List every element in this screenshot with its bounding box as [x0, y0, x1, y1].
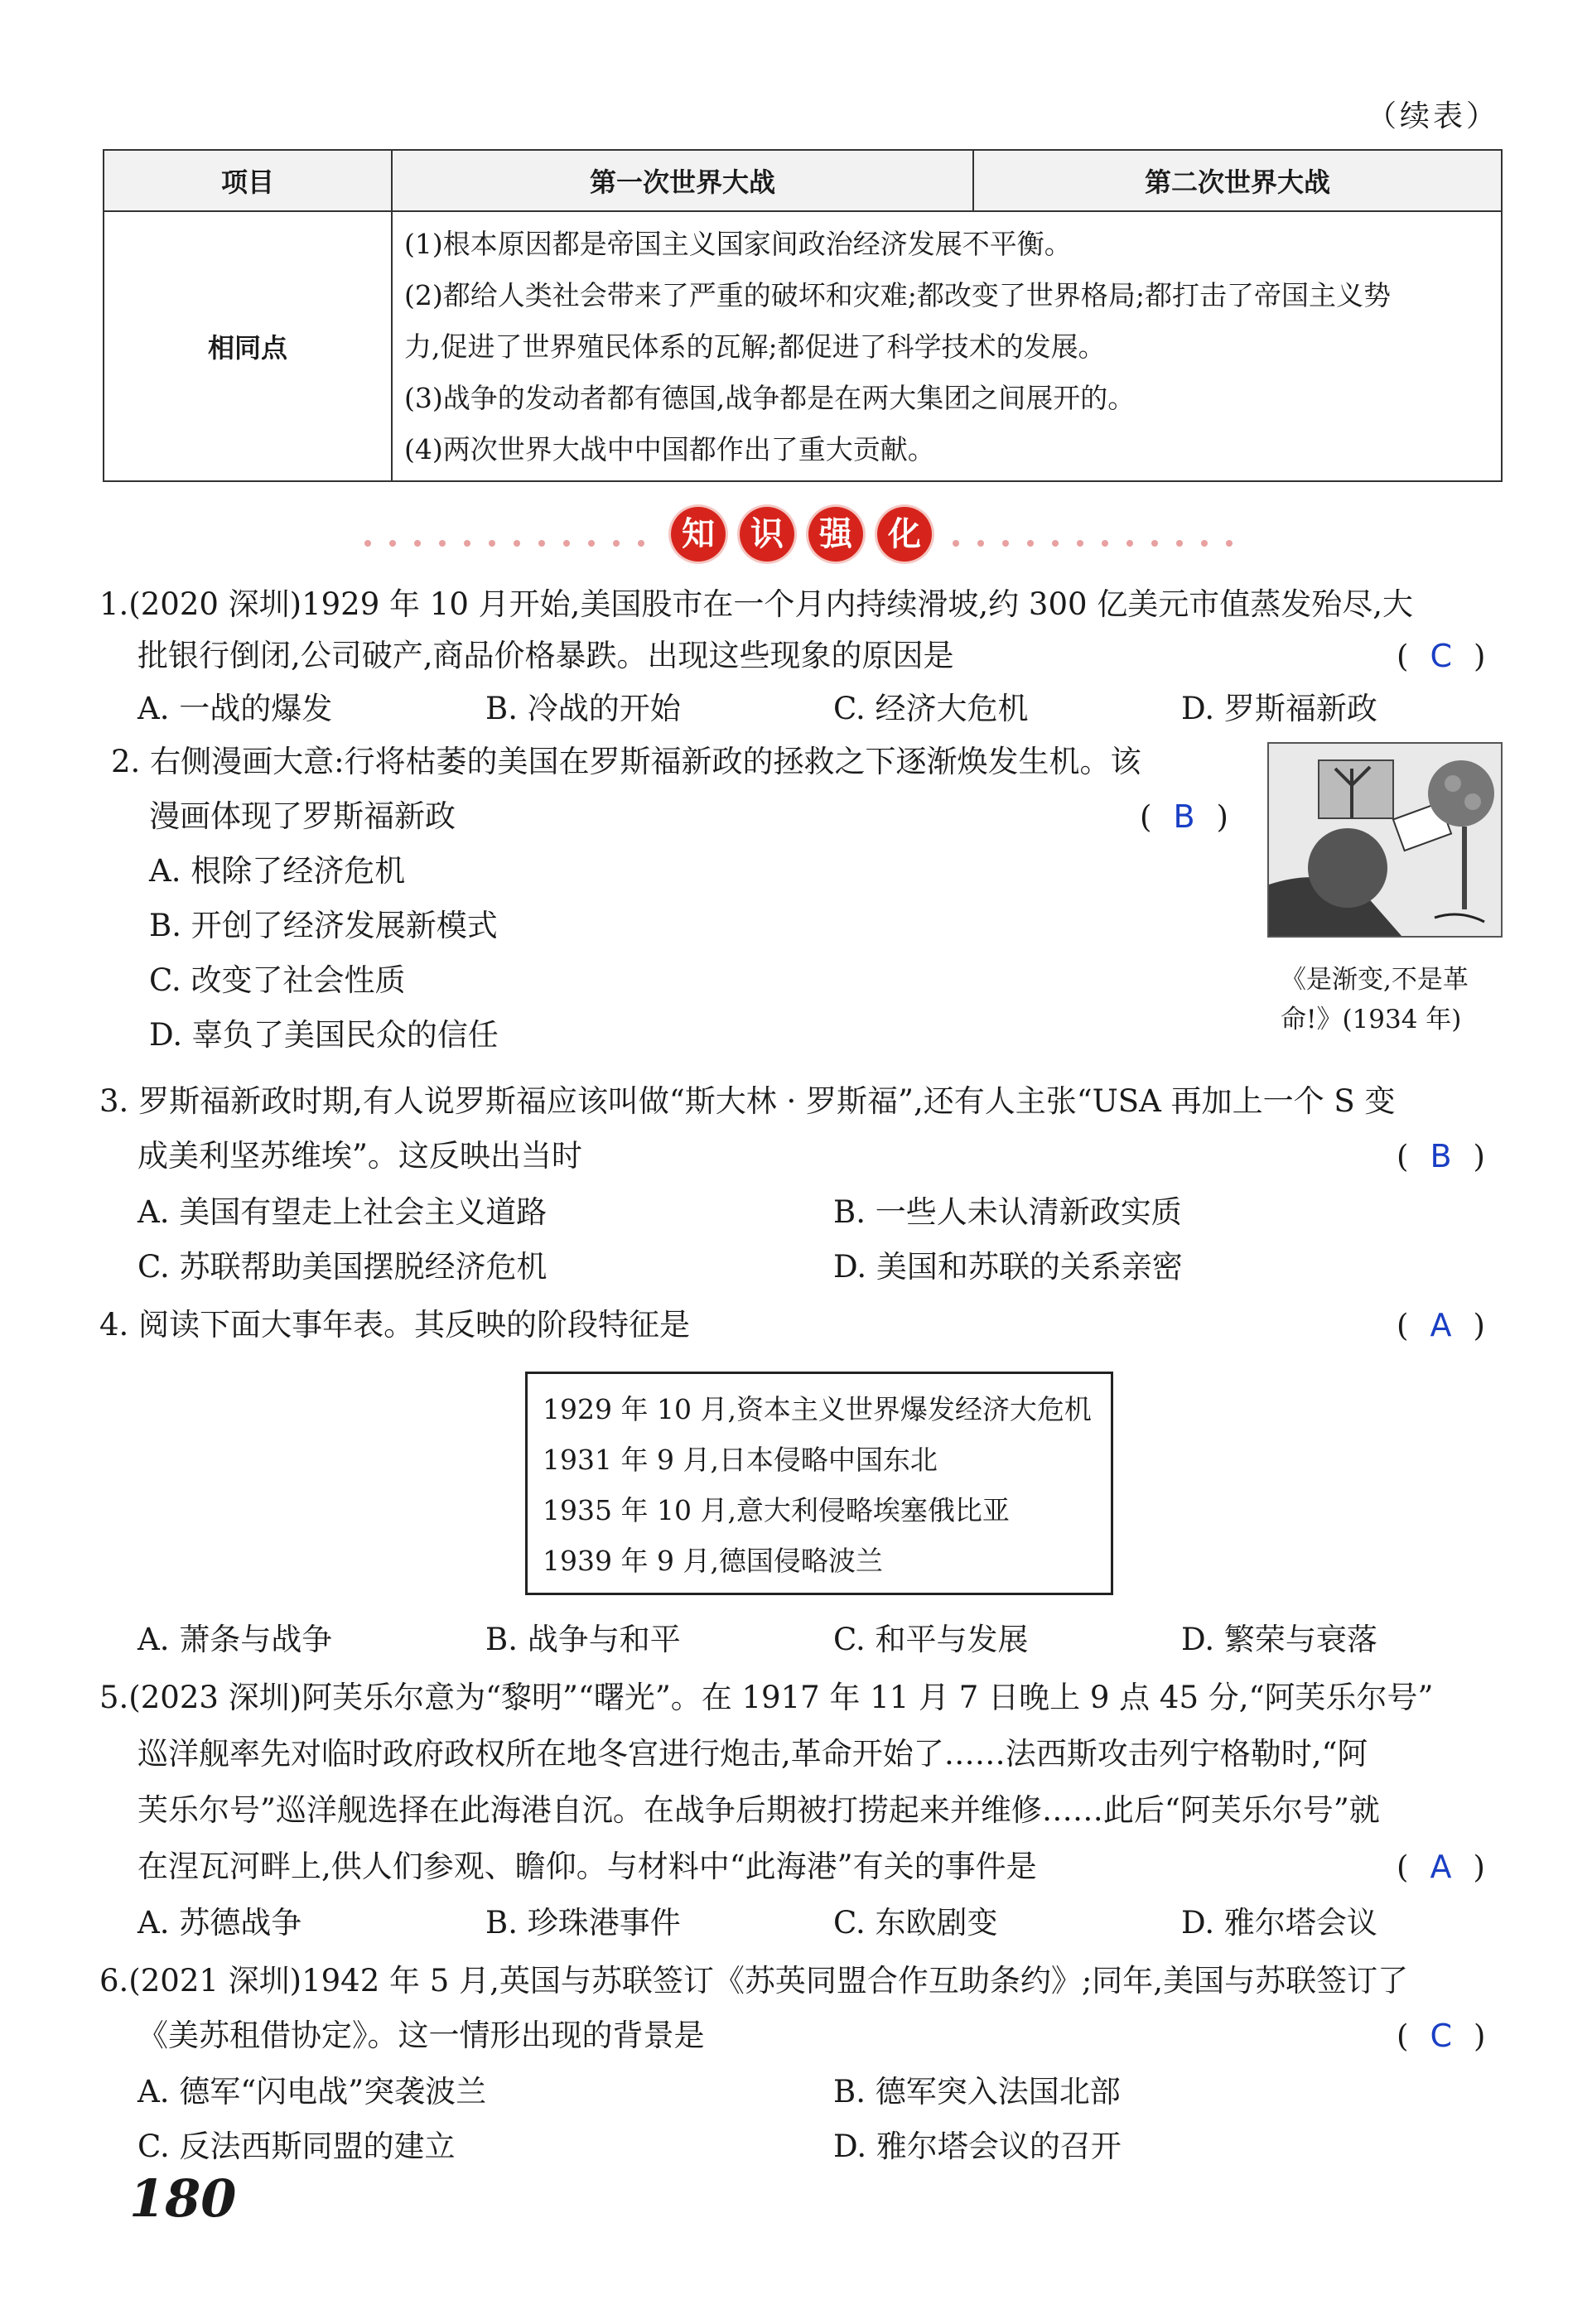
table-row — [104, 211, 1502, 481]
cartoon-image — [1267, 742, 1503, 938]
header-item: 项目 — [104, 150, 392, 211]
answer-letter: C — [1430, 638, 1452, 674]
q1-option: D. 罗斯福新政 — [1181, 691, 1377, 726]
q2-answer: ( B ) — [1140, 798, 1228, 835]
q1-stem-line: 批银行倒闭,公司破产,商品价格暴跌。出现这些现象的原因是 — [137, 638, 954, 673]
answer-letter: B — [1173, 798, 1195, 835]
q3-option: C. 苏联帮助美国摆脱经济危机 — [137, 1249, 548, 1285]
q5-answer: ( A ) — [1397, 1849, 1485, 1885]
section-title-char: 强 — [808, 507, 863, 562]
page-number: 180 — [129, 2168, 237, 2229]
q4-option: A. 萧条与战争 — [137, 1622, 333, 1657]
cartoon-caption-line: 命!》(1934 年) — [1281, 1005, 1462, 1034]
comparison-table — [103, 149, 1503, 482]
q5-stem-line: 在涅瓦河畔上,供人们参观、瞻仰。与材料中“此海港”有关的事件是 — [137, 1849, 1037, 1884]
similarity-point: (1)根本原因都是帝国主义国家间政治经济发展不平衡。 — [404, 228, 1072, 260]
q3-answer: ( B ) — [1397, 1138, 1485, 1174]
continued-label: （续表） — [1366, 99, 1499, 133]
q5-stem-line: 5.(2023 深圳)阿芙乐尔意为“黎明”“曙光”。在 1917 年 11 月 7 日晚上 9 点 45 分,“阿芙乐尔号” — [99, 1680, 1434, 1715]
q6-option: A. 德军“闪电战”突袭波兰 — [137, 2074, 487, 2109]
q2-option: C. 改变了社会性质 — [149, 962, 406, 998]
header-ww2: 第二次世界大战 — [973, 150, 1502, 211]
similarity-point: 力,促进了世界殖民体系的瓦解;都促进了科学技术的发展。 — [404, 330, 1106, 363]
q1-option: A. 一战的爆发 — [137, 691, 333, 726]
similarity-point: (3)战争的发动者都有德国,战争都是在两大集团之间展开的。 — [404, 382, 1136, 414]
q3-option: B. 一些人未认清新政实质 — [833, 1194, 1182, 1230]
q5-option: D. 雅尔塔会议 — [1181, 1905, 1377, 1941]
q6-option: C. 反法西斯同盟的建立 — [137, 2129, 456, 2164]
answer-letter: A — [1430, 1307, 1452, 1343]
q4-option: B. 战争与和平 — [485, 1622, 681, 1657]
dotted-rule-left — [364, 534, 663, 541]
q2-option: D. 辜负了美国民众的信任 — [149, 1017, 499, 1053]
q4-option: C. 和平与发展 — [833, 1622, 1029, 1657]
timeline-entry: 1939 年 9 月,德国侵略波兰 — [543, 1545, 883, 1577]
q3-option: A. 美国有望走上社会主义道路 — [137, 1194, 548, 1230]
similarities-cell — [392, 211, 1502, 481]
timeline-entry: 1931 年 9 月,日本侵略中国东北 — [543, 1444, 938, 1476]
q6-stem-line: 6.(2021 深圳)1942 年 5 月,英国与苏联签订《苏英同盟合作互助条约》;同年,美国与苏联签订了 — [99, 1963, 1409, 1999]
answer-letter: B — [1430, 1138, 1452, 1174]
q1-option: C. 经济大危机 — [833, 691, 1029, 726]
q5-stem-line: 芙乐尔号”巡洋舰选择在此海港自沉。在战争后期被打捞起来并维修……此后“阿芙乐尔号”就 — [137, 1792, 1380, 1828]
cartoon-illustration — [1269, 744, 1501, 936]
q3-stem-line: 成美利坚苏维埃”。这反映出当时 — [137, 1138, 582, 1174]
q5-option: C. 东欧剧变 — [833, 1905, 998, 1941]
timeline-box — [525, 1372, 1113, 1595]
answer-letter: A — [1430, 1849, 1452, 1885]
q6-stem-line: 《美苏租借协定》。这一情形出现的背景是 — [137, 2018, 705, 2053]
q2-stem-line: 漫画体现了罗斯福新政 — [149, 798, 456, 834]
q4-option: D. 繁荣与衰落 — [1181, 1622, 1377, 1657]
q4-answer: ( A ) — [1397, 1307, 1485, 1343]
section-title-char: 化 — [877, 507, 932, 562]
timeline-entry: 1935 年 10 月,意大利侵略埃塞俄比亚 — [543, 1494, 1010, 1526]
timeline-entry: 1929 年 10 月,资本主义世界爆发经济大危机 — [543, 1393, 1092, 1425]
section-title-char: 知 — [671, 507, 726, 562]
q1-option: B. 冷战的开始 — [485, 691, 681, 726]
cartoon-caption-line: 《是渐变,不是革 — [1281, 965, 1469, 995]
table-header-row — [104, 150, 1502, 211]
q6-option: D. 雅尔塔会议的召开 — [833, 2129, 1122, 2164]
q4-stem-line: 4. 阅读下面大事年表。其反映的阶段特征是 — [99, 1307, 691, 1343]
q6-option: B. 德军突入法国北部 — [833, 2074, 1121, 2109]
q3-option: D. 美国和苏联的关系亲密 — [833, 1249, 1183, 1285]
similarity-point: (4)两次世界大战中中国都作出了重大贡献。 — [404, 433, 935, 465]
q2-option: A. 根除了经济危机 — [149, 853, 406, 889]
q3-stem-line: 3. 罗斯福新政时期,有人说罗斯福应该叫做“斯大林 · 罗斯福”,还有人主张“USA 再加上一个 S 变 — [99, 1083, 1396, 1119]
header-ww1: 第一次世界大战 — [392, 150, 973, 211]
section-title-char: 识 — [740, 507, 794, 562]
dotted-rule-right — [953, 534, 1251, 541]
q1-answer: ( C ) — [1397, 638, 1486, 674]
q5-option: B. 珍珠港事件 — [485, 1905, 681, 1941]
q5-option: A. 苏德战争 — [137, 1905, 302, 1941]
row-label-similarities: 相同点 — [104, 211, 392, 481]
similarity-point: (2)都给人类社会带来了严重的破坏和灾难;都改变了世界格局;都打击了帝国主义势 — [404, 279, 1391, 311]
q1-stem-line: 1.(2020 深圳)1929 年 10 月开始,美国股市在一个月内持续滑坡,约 300 亿美元市值蒸发殆尽,大 — [99, 586, 1414, 622]
answer-letter: C — [1430, 2018, 1452, 2054]
q6-answer: ( C ) — [1397, 2018, 1486, 2054]
q2-stem-line: 2. 右侧漫画大意:行将枯萎的美国在罗斯福新政的拯救之下逐渐焕发生机。该 — [111, 744, 1141, 779]
q2-option: B. 开创了经济发展新模式 — [149, 908, 498, 943]
q5-stem-line: 巡洋舰率先对临时政府政权所在地冬宫进行炮击,革命开始了……法西斯攻击列宁格勒时,“阿 — [137, 1736, 1368, 1772]
